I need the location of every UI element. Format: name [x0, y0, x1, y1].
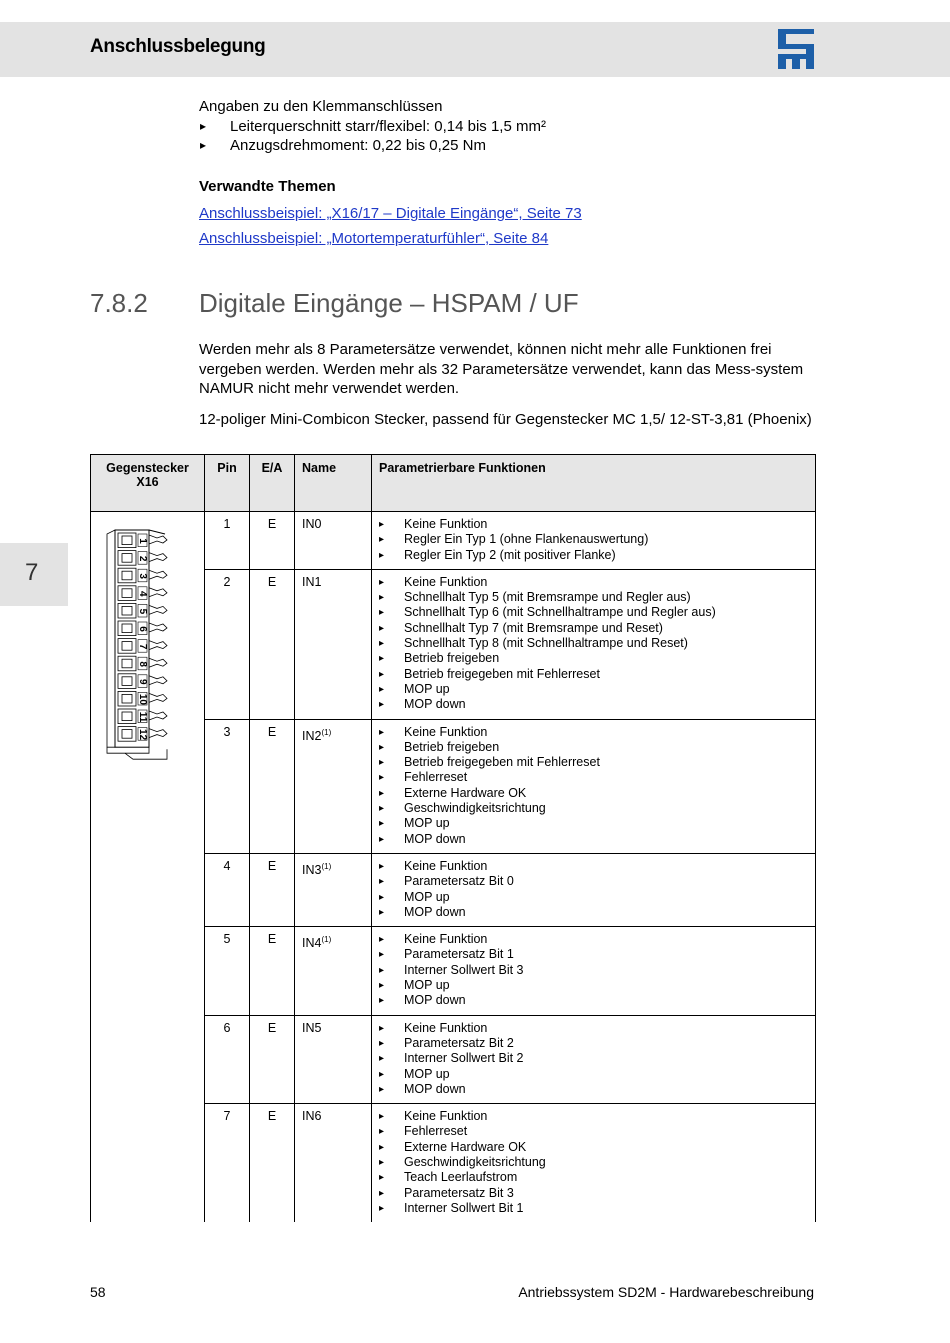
footnote-ref: (1): [321, 861, 332, 871]
connector-description: 12-poliger Mini-Combicon Stecker, passend für Gegenstecker MC 1,5/ 12-ST-3,81 (Phoenix): [199, 411, 812, 428]
functions-cell: [372, 512, 816, 570]
function-item: ▸ MOP up: [379, 816, 808, 831]
connector-pin-label: 12: [136, 729, 148, 741]
footnote-ref: (1): [321, 935, 332, 945]
header-title: Anschlussbelegung: [90, 36, 266, 57]
header-connector: Gegenstecker X16: [91, 455, 205, 512]
pin-cell: 7: [205, 1104, 250, 1223]
related-topics: [199, 178, 582, 251]
section-paragraph: Werden mehr als 8 Parametersätze verwendet, können nicht mehr alle Funktionen frei vergeben werden. Werden mehr als 32 Parametersätze verwendet, kann das Mess-system NAMUR nicht mehr verwendet werden.: [199, 341, 804, 397]
chapter-tab: [0, 543, 68, 606]
pin-cell: 4: [205, 853, 250, 926]
io-cell: E: [250, 1015, 295, 1103]
pin-cell: 5: [205, 927, 250, 1015]
connector-pin-label: 8: [136, 661, 148, 667]
header-functions: Parametrierbare Funktionen: [372, 455, 816, 512]
function-item: ▸ Keine Funktion: [379, 517, 808, 532]
section-title: Digitale Eingänge – HSPAM / UF: [199, 288, 579, 318]
functions-cell: [372, 1104, 816, 1223]
section-number: 7.8.2: [90, 288, 148, 318]
header-io: E/A: [250, 455, 295, 512]
function-item: ▸ MOP up: [379, 978, 808, 993]
function-item: ▸ Fehlerreset: [379, 770, 808, 785]
signal-name: IN2: [302, 728, 322, 743]
name-cell: [295, 853, 372, 926]
connector-pin-label: 4: [136, 591, 148, 597]
terminal-info-item: ▸ Leiterquerschnitt starr/flexibel: 0,14 bis 1,5 mm²: [199, 117, 546, 137]
company-logo: [778, 29, 814, 69]
connector-pin-label: 7: [136, 643, 148, 650]
page-number: 58: [90, 1284, 106, 1300]
connector-pin-label: 2: [136, 555, 148, 562]
related-link-x16[interactable]: Anschlussbeispiel: „X16/17 – Digitale Eingänge“, Seite 73: [199, 205, 582, 222]
io-cell: E: [250, 853, 295, 926]
footnote-ref: (1): [321, 727, 332, 737]
io-cell: E: [250, 1104, 295, 1223]
pin-cell: 3: [205, 719, 250, 853]
function-item: ▸ Geschwindigkeitsrichtung: [379, 1155, 808, 1170]
table-header-row: [91, 455, 816, 512]
connector-pin-label: 6: [136, 626, 148, 632]
connector-pin-label: 1: [136, 538, 148, 544]
connector-pin-label: 10: [136, 693, 148, 705]
function-item: ▸ Keine Funktion: [379, 1021, 808, 1036]
pin-cell: 2: [205, 569, 250, 719]
name-cell: [295, 569, 372, 719]
functions-cell: [372, 927, 816, 1015]
function-item: ▸ MOP up: [379, 1067, 808, 1082]
function-list: [379, 575, 808, 713]
page-header: [0, 22, 950, 77]
function-item: ▸ MOP up: [379, 890, 808, 905]
function-list: [379, 932, 808, 1008]
connector-x16-drawing: [91, 512, 203, 762]
signal-name: IN5: [302, 1020, 322, 1035]
io-cell: E: [250, 512, 295, 570]
function-item: ▸ MOP down: [379, 697, 808, 712]
function-item: ▸ Externe Hardware OK: [379, 1140, 808, 1155]
function-item: ▸ Betrieb freigeben: [379, 651, 808, 666]
function-item: ▸ MOP down: [379, 1082, 808, 1097]
pin-table: [90, 454, 816, 1222]
connector-pin-label: 3: [136, 573, 148, 579]
function-item: ▸ Keine Funktion: [379, 575, 808, 590]
io-cell: E: [250, 719, 295, 853]
name-cell: [295, 512, 372, 570]
signal-name: IN6: [302, 1109, 322, 1124]
function-item: ▸ Keine Funktion: [379, 1109, 808, 1124]
table-row: [91, 512, 816, 570]
related-link-motor-temp[interactable]: Anschlussbeispiel: „Motortemperaturfühler“, Seite 84: [199, 230, 549, 247]
function-item: ▸ Geschwindigkeitsrichtung: [379, 801, 808, 816]
document-title: Antriebssystem SD2M - Hardwarebeschreibung: [518, 1284, 814, 1300]
function-list: [379, 725, 808, 847]
function-item: ▸ MOP down: [379, 905, 808, 920]
function-list: [379, 1021, 808, 1097]
function-item: ▸ Interner Sollwert Bit 2: [379, 1051, 808, 1066]
function-item: ▸ MOP up: [379, 682, 808, 697]
function-item: ▸ MOP down: [379, 832, 808, 847]
function-item: ▸ Betrieb freigeben: [379, 740, 808, 755]
function-item: ▸ Schnellhalt Typ 5 (mit Bremsrampe und Regler aus): [379, 590, 808, 605]
connector-pin-label: 9: [136, 679, 148, 685]
signal-name: IN0: [302, 517, 322, 531]
name-cell: [295, 1015, 372, 1103]
connector-pin-label: 5: [136, 608, 148, 615]
function-item: ▸ Betrieb freigegeben mit Fehlerreset: [379, 755, 808, 770]
function-item: ▸ Teach Leerlaufstrom: [379, 1170, 808, 1185]
terminal-info: [199, 97, 546, 156]
function-list: [379, 517, 808, 563]
functions-cell: [372, 569, 816, 719]
function-item: ▸ Schnellhalt Typ 6 (mit Schnellhaltrampe und Regler aus): [379, 605, 808, 620]
name-cell: [295, 719, 372, 853]
io-cell: E: [250, 927, 295, 1015]
functions-cell: [372, 1015, 816, 1103]
function-item: ▸ MOP down: [379, 993, 808, 1008]
io-cell: E: [250, 569, 295, 719]
function-item: ▸ Regler Ein Typ 2 (mit positiver Flanke): [379, 548, 808, 563]
function-item: ▸ Parametersatz Bit 3: [379, 1186, 808, 1201]
functions-cell: [372, 719, 816, 853]
related-heading: Verwandte Themen: [199, 178, 336, 195]
function-item: ▸ Interner Sollwert Bit 3: [379, 963, 808, 978]
signal-name: IN1: [302, 574, 322, 589]
header-pin: Pin: [205, 455, 250, 512]
function-item: ▸ Keine Funktion: [379, 932, 808, 947]
chapter-number: 7: [25, 559, 39, 586]
function-item: ▸ Externe Hardware OK: [379, 786, 808, 801]
function-item: ▸ Keine Funktion: [379, 859, 808, 874]
function-item: ▸ Parametersatz Bit 1: [379, 947, 808, 962]
function-item: ▸ Parametersatz Bit 2: [379, 1036, 808, 1051]
function-item: ▸ Interner Sollwert Bit 1: [379, 1201, 808, 1216]
function-item: ▸ Schnellhalt Typ 8 (mit Schnellhaltrampe und Reset): [379, 636, 808, 651]
function-item: ▸ Parametersatz Bit 0: [379, 874, 808, 889]
name-cell: [295, 1104, 372, 1223]
function-item: ▸ Betrieb freigegeben mit Fehlerreset: [379, 667, 808, 682]
function-item: ▸ Keine Funktion: [379, 725, 808, 740]
signal-name: IN4: [302, 936, 322, 951]
connector-image-cell: [91, 512, 205, 1223]
pin-cell: 6: [205, 1015, 250, 1103]
function-item: ▸ Fehlerreset: [379, 1124, 808, 1139]
function-list: [379, 1109, 808, 1216]
name-cell: [295, 927, 372, 1015]
connector-pin-label: 11: [136, 711, 148, 723]
function-item: ▸ Regler Ein Typ 1 (ohne Flankenauswertung): [379, 532, 808, 547]
function-item: ▸ Schnellhalt Typ 7 (mit Bremsrampe und Reset): [379, 621, 808, 636]
header-name: Name: [295, 455, 372, 512]
terminal-info-heading: Angaben zu den Klemmanschlüssen: [199, 98, 443, 115]
signal-name: IN3: [302, 863, 322, 878]
pin-cell: 1: [205, 512, 250, 570]
functions-cell: [372, 853, 816, 926]
terminal-info-item: ▸ Anzugsdrehmoment: 0,22 bis 0,25 Nm: [199, 136, 546, 156]
function-list: [379, 859, 808, 920]
